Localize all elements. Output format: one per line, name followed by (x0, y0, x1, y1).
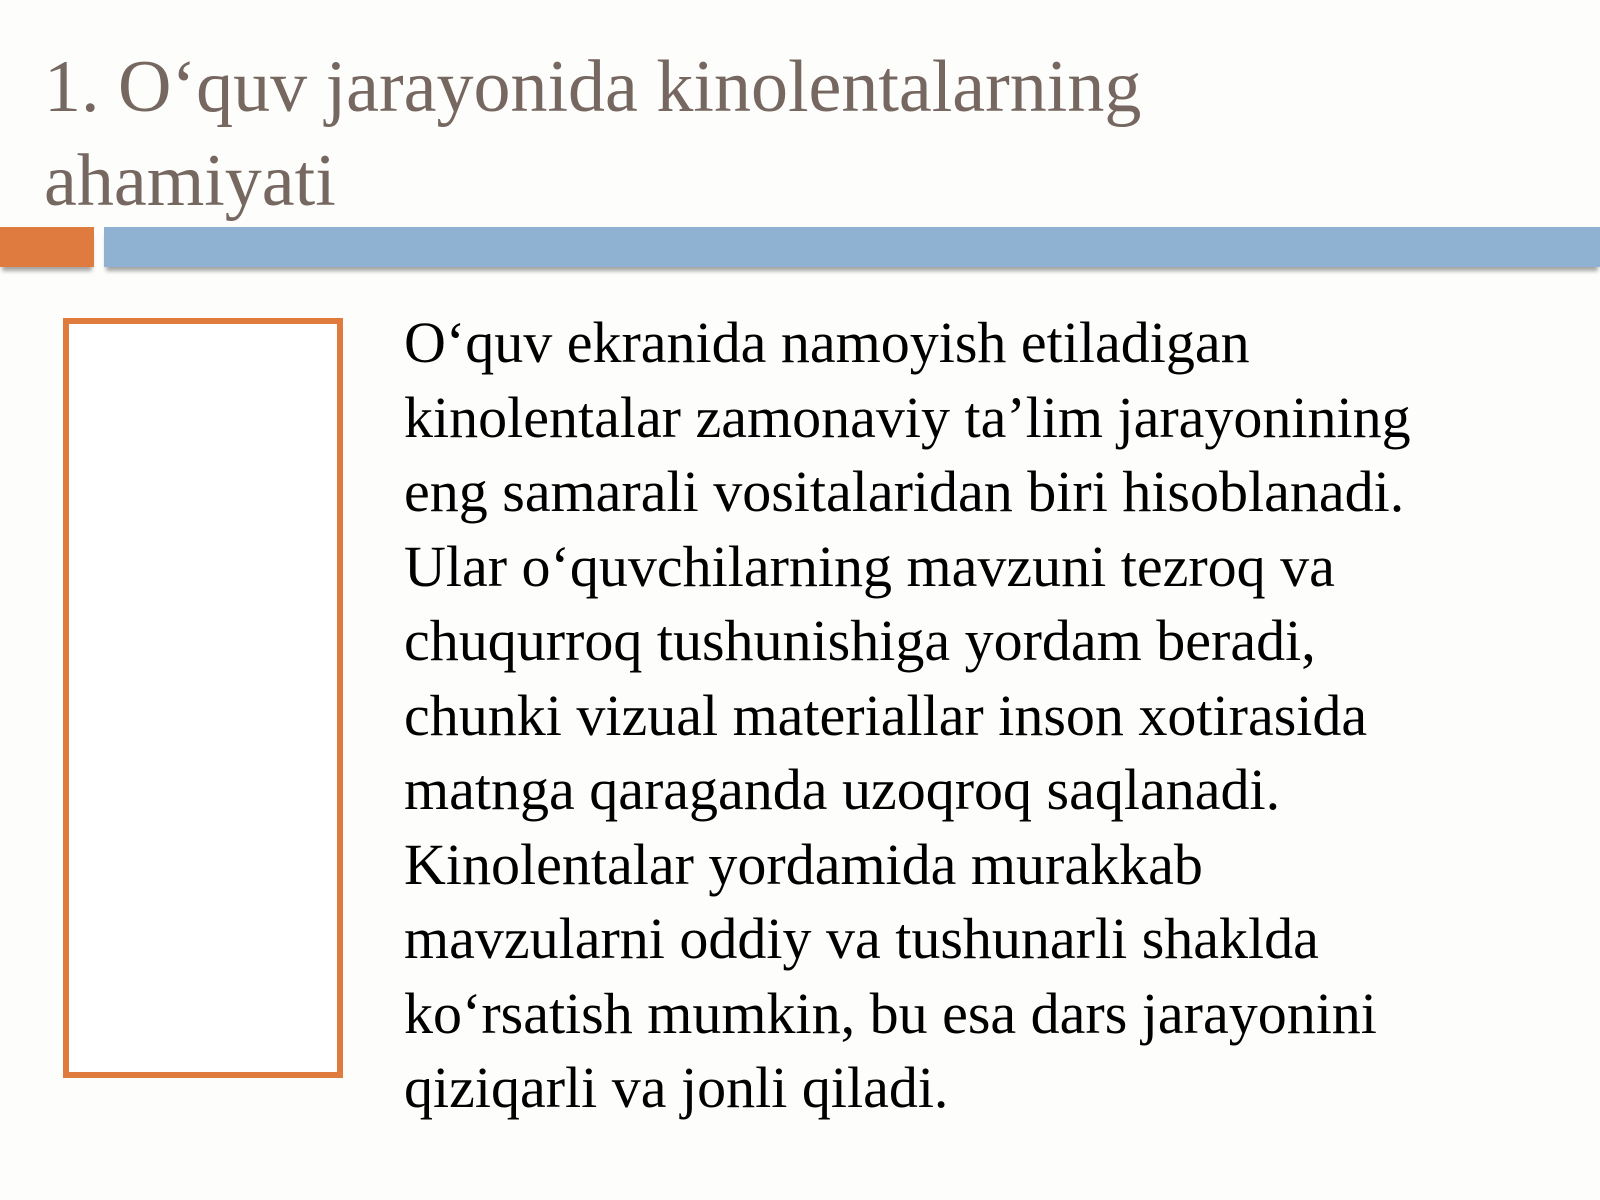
body-line: chuqurroq tushunishiga yordam beradi, (404, 608, 1316, 673)
title-underline-bar (104, 227, 1600, 267)
body-line: chunki vizual materiallar inson xotirasida (404, 682, 1368, 748)
title-underline-accent (0, 227, 94, 267)
body-paragraph (404, 306, 1564, 1126)
slide-title-line-2: ahamiyati (44, 140, 336, 222)
slide-title-line-1: 1. O‘quv jarayonida kinolentalarning (44, 46, 1142, 128)
body-line: kinolentalar zamonaviy ta’lim jarayonining (404, 384, 1411, 450)
body-line: Ular o‘quvchilarning mavzuni tezroq va (404, 533, 1335, 599)
image-placeholder-frame (63, 318, 343, 1078)
body-line: eng samarali vositalaridan biri hisoblanadi. (404, 459, 1405, 524)
body-line: matnga qaraganda uzoqroq saqlanadi. (404, 757, 1281, 822)
body-line: qiziqarli va jonli qiladi. (404, 1055, 949, 1120)
body-line: Kinolentalar yordamida murakkab (404, 831, 1203, 897)
body-line: mavzularni oddiy va tushunarli shaklda (404, 906, 1319, 971)
body-line: ko‘rsatish mumkin, bu esa dars jarayonini (404, 980, 1377, 1046)
slide-title (44, 40, 1544, 228)
body-line: O‘quv ekranida namoyish etiladigan (404, 310, 1250, 375)
